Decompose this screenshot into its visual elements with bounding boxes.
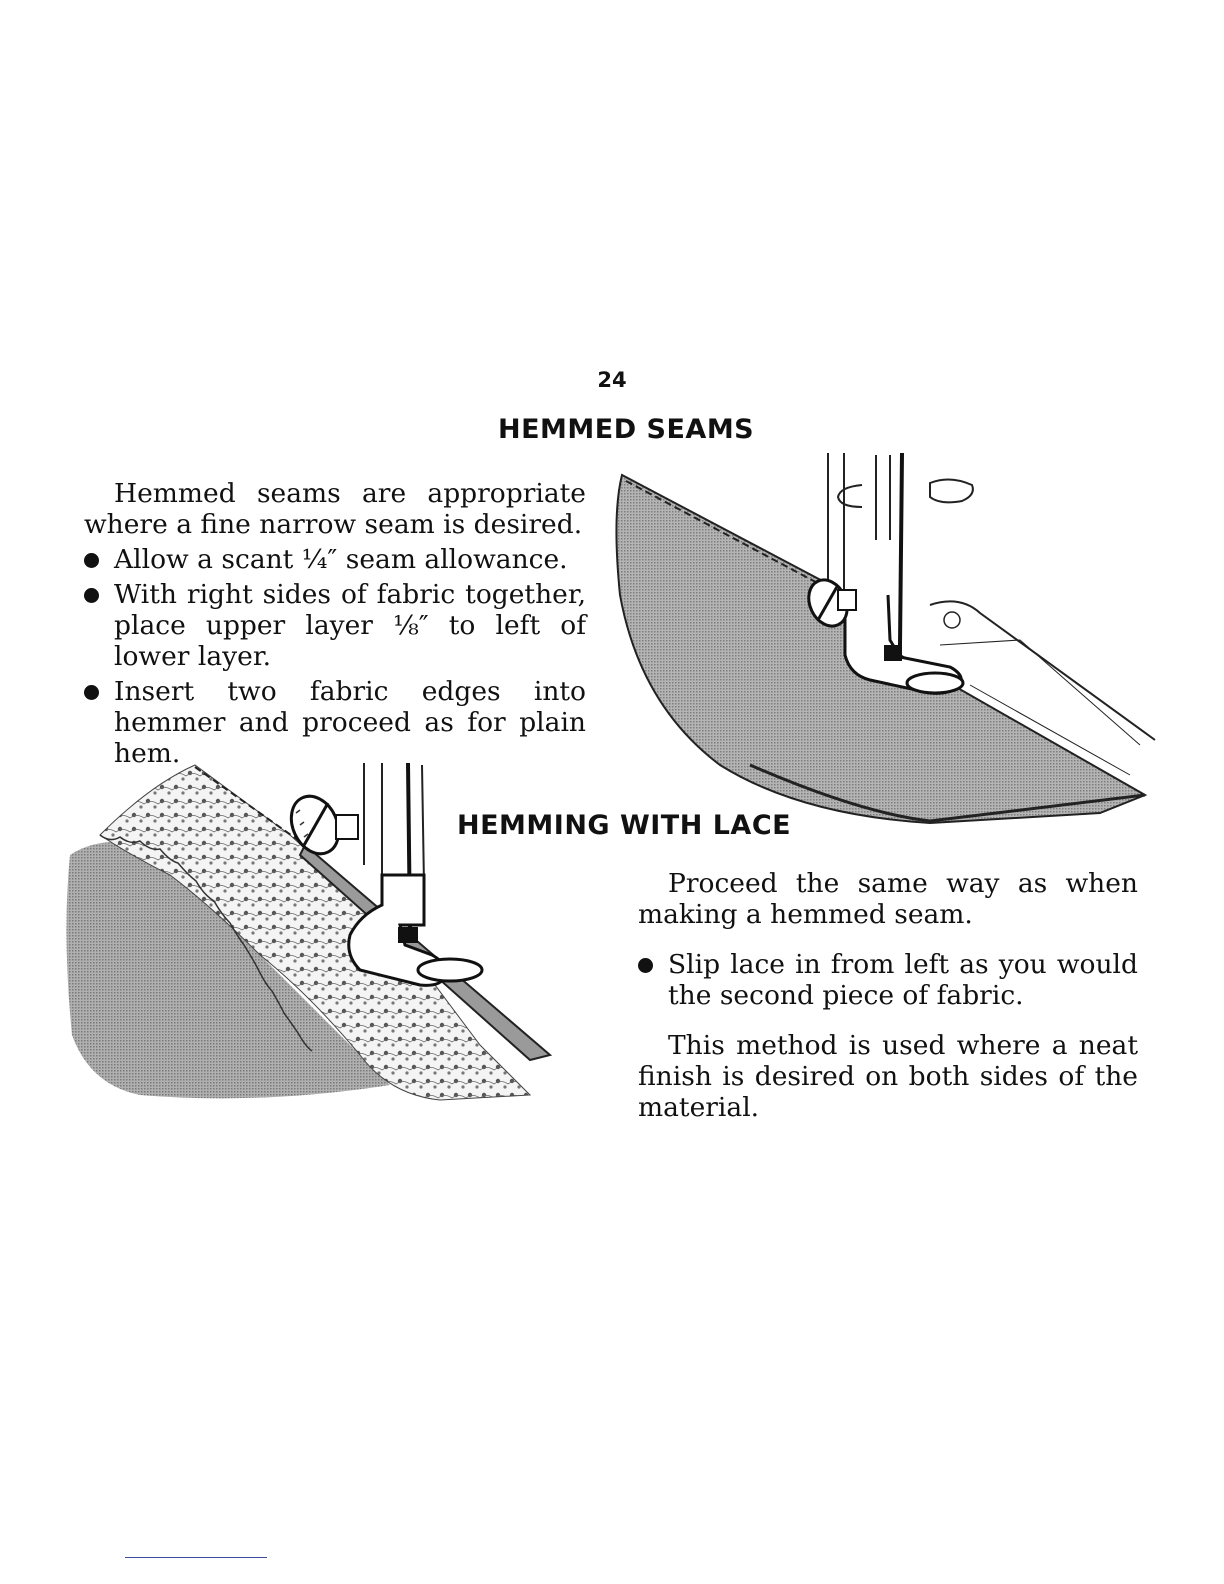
hemming-with-lace-text bbox=[638, 868, 1138, 1123]
lace-hemming-illustration bbox=[60, 755, 570, 1115]
lace-bullet bbox=[638, 949, 1138, 1011]
section-heading-hemmed-seams: HEMMED SEAMS bbox=[498, 414, 755, 445]
hemmed-seams-bullet bbox=[84, 544, 586, 575]
hemmed-seam-illustration bbox=[600, 445, 1160, 835]
bullet-text: With right sides of fabric together, place upper layer ⅛″ to left of lower layer. bbox=[114, 579, 586, 672]
bullet-icon bbox=[84, 588, 99, 603]
bullet-icon bbox=[84, 553, 99, 568]
hemmed-seams-intro: Hemmed seams are appropriate where a fine narrow seam is desired. bbox=[84, 478, 586, 540]
bullet-icon bbox=[84, 685, 99, 700]
lace-closing: This method is used where a neat finish is desired on both sides of the material. bbox=[638, 1030, 1138, 1123]
bullet-text: Slip lace in from left as you would the second piece of fabric. bbox=[668, 949, 1138, 1011]
bullet-text: Allow a scant ¼″ seam allowance. bbox=[114, 544, 568, 575]
hemmed-seams-bullet bbox=[84, 579, 586, 672]
lace-intro: Proceed the same way as when making a hemmed seam. bbox=[638, 868, 1138, 930]
bullet-icon bbox=[638, 958, 653, 973]
hemmed-seams-text bbox=[84, 478, 586, 769]
footer-rule bbox=[125, 1557, 267, 1558]
section-heading-hemming-with-lace: HEMMING WITH LACE bbox=[457, 810, 792, 841]
bullet-text: Insert two fabric edges into hemmer and proceed as for plain hem. bbox=[114, 676, 586, 769]
page-number: 24 bbox=[597, 368, 627, 392]
